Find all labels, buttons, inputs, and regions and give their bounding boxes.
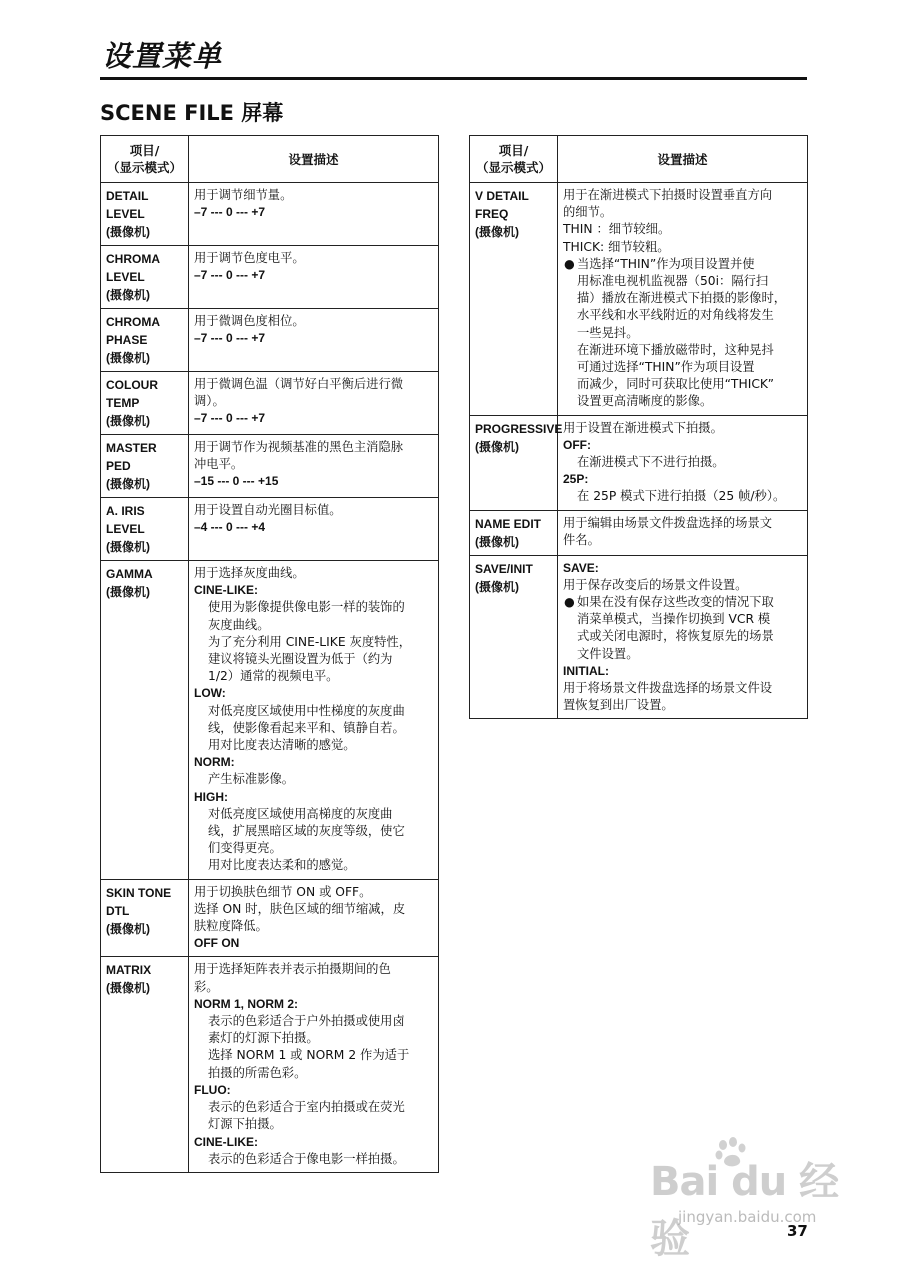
description-cell [558, 510, 808, 555]
description-line: 表示的色彩适合于室内拍摄或在荧光 [208, 1100, 405, 1115]
description-line: 素灯的灯源下拍摄。 [208, 1031, 319, 1046]
column-header-item [101, 136, 189, 183]
value-range: –7 --- 0 --- +7 [194, 331, 266, 346]
description-line: 用标准电视机监视器（50i：隔行扫 [577, 274, 769, 289]
table-row [101, 246, 439, 309]
item-cell [470, 555, 558, 719]
table-row [470, 415, 808, 510]
item-name: PROGRESSIVE [475, 421, 563, 436]
table-row [470, 555, 808, 719]
item-mode: (摄像机) [106, 414, 150, 428]
column-header-item-label: 项目/ [129, 143, 160, 158]
column-header-item-label: 项目/ [498, 143, 529, 158]
item-mode: (摄像机) [106, 225, 150, 239]
description-line: 一些晃抖。 [577, 325, 639, 340]
item-cell [470, 415, 563, 510]
item-name: LEVEL [106, 270, 145, 284]
description-line: 用对比度表达柔和的感觉。 [208, 858, 356, 873]
description-line: 选择 ON 时，肤色区域的细节缩减，皮 [194, 901, 406, 916]
page-title: 设置菜单 [102, 39, 223, 73]
bullet-text: 如果在没有保存这些改变的情况下取 [577, 595, 774, 610]
option-label: FLUO: [194, 1082, 231, 1097]
option-label: CINE-LIKE: [194, 583, 258, 598]
bullet-line [563, 256, 802, 273]
description-cell [189, 435, 439, 498]
item-mode: (摄像机) [106, 288, 150, 302]
description-cell [189, 246, 439, 309]
description-line: 表示的色彩适合于像电影一样拍摄。 [208, 1151, 405, 1166]
option-label: SAVE: [563, 560, 599, 575]
description-cell [189, 183, 439, 246]
watermark-url: jingyan.baidu.com [678, 1208, 817, 1226]
option-label: HIGH: [194, 789, 228, 804]
description-line: 用对比度表达清晰的感觉。 [208, 738, 356, 753]
value-range: –4 --- 0 --- +4 [194, 520, 266, 535]
item-mode: (摄像机) [106, 540, 150, 554]
item-name: V DETAIL [475, 189, 529, 203]
description-line: 1/2）通常的视频电平。 [208, 669, 339, 684]
settings-table-right [469, 135, 808, 719]
table-row [470, 510, 808, 555]
item-name: A. IRIS LEVEL [106, 504, 145, 536]
table-row [101, 309, 439, 372]
item-name: SKIN TONE [106, 885, 172, 900]
table-row [101, 183, 439, 246]
item-cell [101, 498, 189, 561]
value-range: –7 --- 0 --- +7 [194, 268, 266, 283]
description-line: 用于切换肤色细节 ON 或 OFF。 [194, 884, 372, 899]
description-line: 水平线和水平线附近的对角线将发生 [577, 308, 774, 323]
item-name: CHROMA [106, 315, 160, 329]
item-name: DETAIL LEVEL [106, 189, 149, 221]
bullet-line [563, 594, 802, 611]
value-range: –7 --- 0 --- +7 [194, 411, 266, 426]
table-header-row [470, 136, 808, 183]
item-cell [101, 561, 189, 880]
column-header-item [470, 136, 558, 183]
item-name: TEMP [106, 396, 140, 410]
value-range: OFF ON [194, 936, 240, 951]
item-name: GAMMA [106, 567, 153, 581]
description-cell [558, 183, 808, 416]
description-line: 而减少，同时可获取比使用“THICK” [577, 377, 774, 392]
description-cell [189, 957, 439, 1172]
description-line: THIN ：细节较细。 [563, 222, 671, 237]
table-header-row [101, 136, 439, 183]
description-cell [189, 879, 439, 957]
item-name: NAME EDIT [475, 516, 541, 531]
item-mode: (摄像机) [475, 439, 519, 454]
description-line: 用于选择矩阵表并表示拍摄期间的色 [194, 962, 391, 977]
column-header-mode-label: （显示模式） [106, 160, 182, 175]
item-name: PHASE [106, 333, 148, 347]
item-name: MATRIX [106, 963, 152, 978]
item-mode: (摄像机) [106, 585, 150, 599]
description-cell [189, 309, 439, 372]
settings-table-right-body [470, 183, 808, 719]
bullet-text: 当选择“THIN”作为项目设置并使 [577, 256, 755, 271]
item-cell [101, 246, 189, 309]
description-line: 描）播放在渐进模式下拍摄的影像时， [577, 291, 787, 306]
table-row [101, 561, 439, 880]
description-line: 为了充分利用 CINE-LIKE 灰度特性， [208, 634, 412, 649]
item-cell [101, 879, 189, 957]
item-cell [101, 957, 189, 1172]
description-line: 可通过选择“THIN”作为项目设置 [577, 360, 755, 375]
description-line: 在渐进环境下播放磁带时，这种晃抖 [577, 342, 774, 357]
description-line: 灯源下拍摄。 [208, 1117, 282, 1132]
table-row [101, 498, 439, 561]
description-line: 对低亮度区域使用高梯度的灰度曲 [208, 806, 393, 821]
description-line: 冲电平。 [194, 457, 244, 472]
description-line: 用于保存改变后的场景文件设置。 [563, 577, 748, 592]
table-row [101, 957, 439, 1172]
description-line: 文件设置。 [577, 646, 639, 661]
watermark-logo-text: Bai du 经验 [650, 1159, 839, 1262]
option-label: LOW: [194, 686, 226, 701]
description-cell [189, 372, 439, 435]
item-name: SAVE/INIT [475, 561, 533, 576]
description-line: 用于选择灰度曲线。 [194, 566, 305, 580]
option-label: OFF: [563, 437, 591, 452]
page-number: 37 [787, 1222, 808, 1240]
item-name: FREQ [475, 207, 509, 221]
description-line: 彩。 [194, 979, 219, 994]
table-row [101, 435, 439, 498]
description-line: 用于在渐进模式下拍摄时设置垂直方向 [563, 188, 773, 202]
description-line: 选择 NORM 1 或 NORM 2 作为适于 [208, 1048, 410, 1063]
description-cell [189, 498, 439, 561]
description-line: 肤粒度降低。 [194, 919, 268, 934]
description-line: 件名。 [563, 532, 600, 547]
description-line: 用于调节色度电平。 [194, 251, 305, 265]
description-line: 线，扩展黑暗区域的灰度等级，使它 [208, 824, 405, 839]
description-line: 在渐进模式下不进行拍摄。 [577, 455, 725, 470]
value-range: –7 --- 0 --- +7 [194, 205, 266, 220]
description-line: 在 25P 模式下进行拍摄（25 帧/秒）。 [577, 489, 786, 504]
bullet-icon: ● [564, 595, 575, 610]
description-line: 用于设置自动光圈目标值。 [194, 503, 342, 517]
description-line: 使用为影像提供像电影一样的装饰的 [208, 600, 405, 615]
item-name: CHROMA [106, 252, 160, 266]
description-cell [558, 555, 808, 719]
item-mode: (摄像机) [475, 579, 519, 594]
description-line: 用于调节细节量。 [194, 188, 293, 202]
title-rule [100, 77, 807, 80]
section-title: SCENE FILE 屏幕 [100, 101, 284, 125]
item-cell [101, 435, 189, 498]
description-line: 产生标准影像。 [208, 772, 295, 787]
description-line: 对低亮度区域使用中性梯度的灰度曲 [208, 703, 405, 718]
table-row [101, 372, 439, 435]
item-mode: (摄像机) [475, 534, 519, 549]
item-name: MASTER PED [106, 441, 157, 473]
description-line: 式或关闭电源时，将恢复原先的场景 [577, 629, 774, 644]
bullet-icon: ● [564, 256, 575, 271]
item-mode: (摄像机) [106, 477, 150, 491]
description-line: 们变得更亮。 [208, 841, 282, 856]
description-line: 用于微调色度相位。 [194, 314, 305, 328]
description-line: 调）。 [194, 394, 225, 409]
option-label: NORM: [194, 755, 235, 770]
description-line: 用于微调色温（调节好白平衡后进行微 [194, 377, 404, 391]
settings-table-left [100, 135, 439, 1173]
description-line: THICK: 细节较粗。 [563, 239, 670, 254]
option-label: CINE-LIKE: [194, 1134, 258, 1149]
description-line: 用于将场景文件拨盘选择的场景文件设 [563, 681, 773, 696]
item-name: DTL [106, 903, 130, 918]
description-cell [558, 415, 808, 510]
item-mode: (摄像机) [106, 351, 150, 365]
option-label: INITIAL: [563, 663, 609, 678]
item-mode: (摄像机) [106, 921, 150, 936]
description-line: 置恢复到出厂设置。 [563, 698, 674, 713]
description-line: 表示的色彩适合于户外拍摄或使用卤 [208, 1014, 405, 1029]
description-line: 用于编辑由场景文件拨盘选择的场景文 [563, 515, 773, 530]
column-header-description: 设置描述 [558, 136, 808, 183]
baidu-watermark [650, 1150, 850, 1262]
value-range: –15 --- 0 --- +15 [194, 474, 279, 489]
description-line: 线，使影像看起来平和、镇静自若。 [208, 720, 405, 735]
item-mode: (摄像机) [106, 981, 150, 996]
table-row [101, 879, 439, 957]
table-row [470, 183, 808, 416]
description-line: 消菜单模式，当操作切换到 VCR 模 [577, 612, 771, 627]
item-cell [470, 510, 558, 555]
item-name: COLOUR [106, 378, 158, 392]
description-cell [189, 561, 439, 880]
item-cell [470, 183, 558, 416]
column-header-mode-label: （显示模式） [475, 160, 551, 175]
description-line: 建议将镜头光圈设置为低于（约为 [208, 652, 393, 667]
option-label: 25P: [563, 472, 589, 487]
description-line: 设置更高清晰度的影像。 [577, 394, 713, 409]
description-line: 的细节。 [563, 205, 613, 220]
settings-table-left-body [101, 183, 439, 1173]
item-cell [101, 372, 189, 435]
description-line: 用于设置在渐进模式下拍摄。 [563, 420, 723, 435]
description-line: 拍摄的所需色彩。 [208, 1065, 307, 1080]
description-line: 灰度曲线。 [208, 617, 270, 632]
column-header-description: 设置描述 [189, 136, 439, 183]
item-cell [101, 183, 189, 246]
item-cell [101, 309, 189, 372]
item-mode: (摄像机) [475, 225, 519, 239]
description-line: 用于调节作为视频基准的黑色主消隐脉 [194, 440, 404, 454]
option-label: NORM 1, NORM 2: [194, 996, 299, 1011]
